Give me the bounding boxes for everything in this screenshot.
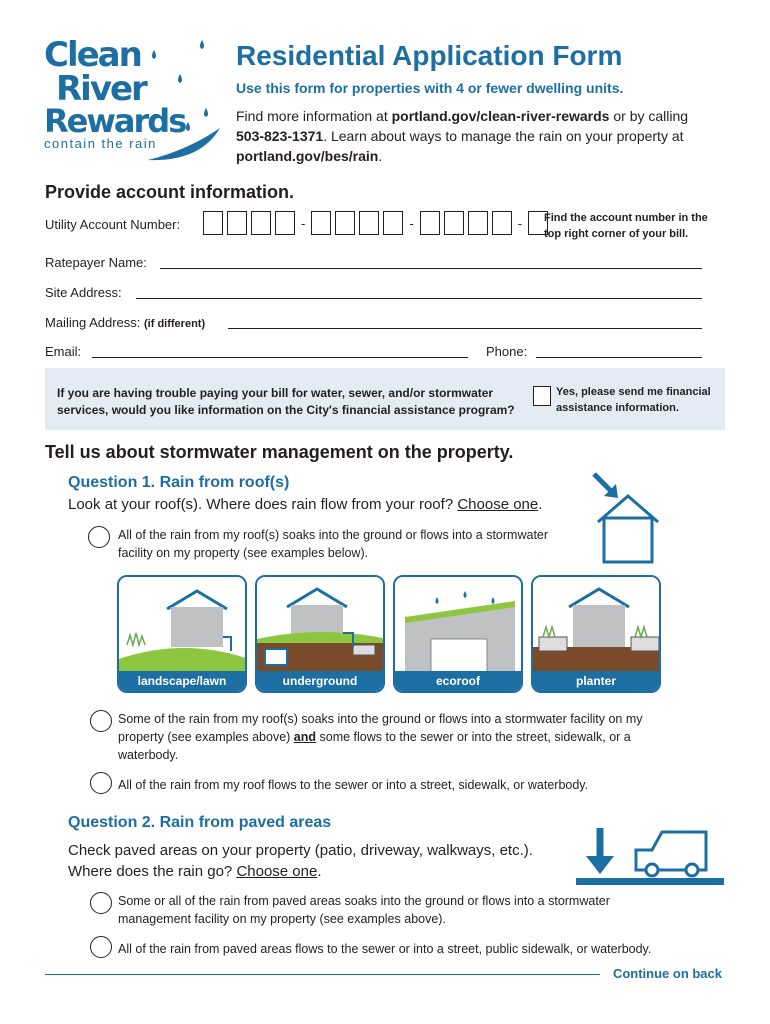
tile-label-ecoroof: ecoroof [395,671,521,691]
account-digit-box[interactable] [251,211,271,235]
q1-option-2-part: some flows to the sewer or into the street, sidewalk, or a waterbody. [118,730,631,762]
continue-on-back: Continue on back [612,966,722,981]
q1-option-1-radio[interactable] [88,526,110,548]
ratepayer-label: Ratepayer Name: [45,255,147,270]
phone-label: Phone: [486,344,528,359]
account-dash: - [409,215,414,231]
q1-text: Look at your roof(s). Where does rain flow from your roof? [68,496,458,513]
example-tile-underground [255,575,385,693]
q1-text-end: . [538,496,543,513]
account-digit-group [420,211,512,235]
utility-account-number-field [203,211,548,235]
q2-option-2-radio[interactable] [90,936,112,958]
account-digit-box[interactable] [359,211,379,235]
q1-option-2-and: and [293,730,317,744]
info-text: or by calling [609,108,689,124]
account-digit-box[interactable] [468,211,488,235]
q1-option-2-radio[interactable] [90,710,112,732]
mailing-label-text: Mailing Address: [45,315,141,330]
q2-text-end: . [317,863,322,880]
clean-river-rewards-link[interactable]: portland.gov/clean-river-rewards [391,108,610,124]
assistance-checkbox-label: Yes, please send me financial assistance information. [556,386,711,414]
info-paragraph [236,106,716,166]
bes-rain-link[interactable]: portland.gov/bes/rain [236,148,379,164]
account-digit-box[interactable] [420,211,440,235]
q2-option-1-text: Some or all of the rain from paved areas soaks into the ground or flows into a stormwater management facility on my property (see examples above). [118,894,610,926]
account-digit-box[interactable] [203,211,223,235]
page-title: Residential Application Form [236,40,623,71]
q1-choose-one: Choose one [457,496,539,513]
mailing-address-field[interactable] [228,328,702,329]
assistance-question: If you are having trouble paying your bill for water, sewer, and/or stormwater services, would you like information on the City's financial assistance program? [57,386,515,417]
email-field[interactable] [92,357,468,358]
q1-option-2-part: Some of the rain from my roof(s) soaks into the ground or flows into a stormwater facility on my property (see examples above) [118,712,643,744]
planter-illustration [533,577,661,675]
account-digit-box[interactable] [492,211,512,235]
question-2-heading: Question 2. Rain from paved areas [68,814,332,831]
account-digit-box[interactable] [227,211,247,235]
logo-tagline: contain the rain [44,136,157,151]
email-label: Email: [45,344,82,359]
info-text: . [378,148,383,164]
info-text: Find more information at [236,108,392,124]
question-1-text [68,496,542,513]
landscape-lawn-illustration [119,577,247,675]
footer-divider [45,974,600,975]
q2-choose-one: Choose one [236,863,318,880]
account-digit-box[interactable] [275,211,295,235]
site-address-label: Site Address: [45,285,122,300]
account-digit-box[interactable] [311,211,331,235]
underground-illustration [257,577,385,675]
mailing-address-label [45,315,205,330]
q2-text-line2: Where does the rain go? [68,863,237,880]
financial-assistance-panel [45,368,725,430]
ecoroof-illustration [395,577,523,675]
account-heading: Provide account information. [45,182,295,202]
q1-option-1-text: All of the rain from my roof(s) soaks into the ground or flows into a stormwater facility on my property (see examples below). [118,528,549,560]
logo-line-clean: Clean [44,35,141,75]
q1-option-2-text [118,710,658,764]
phone-number: 503-823-1371 [236,128,324,144]
tile-label-planter: planter [533,671,659,691]
utility-account-label: Utility Account Number: [45,217,181,232]
mailing-note: (if different) [144,318,206,330]
logo-line-rewards: Rewards [44,102,186,140]
ratepayer-name-field[interactable] [160,268,702,269]
example-tile-planter [531,575,661,693]
info-text: . Learn about ways to manage the rain on your property at [323,128,684,144]
site-address-field[interactable] [136,298,702,299]
q2-option-2-text: All of the rain from paved areas flows to the sewer or into a street, public sidewalk, or waterbody. [118,942,652,956]
raindrops-icon [144,38,224,163]
q2-text-line1: Check paved areas on your property (patio, driveway, walkways, etc.). [68,842,533,859]
question-2-text [68,840,588,882]
logo [44,35,219,168]
page-subtitle: Use this form for properties with 4 or fewer dwelling units. [236,80,624,96]
tile-label-underground: underground [257,671,383,691]
example-tile-landscape [117,575,247,693]
logo-line-river: River [56,69,146,109]
account-digit-box[interactable] [335,211,355,235]
tile-label-landscape: landscape/lawn [119,671,245,691]
paved-area-car-icon [576,824,724,894]
account-dash: - [517,215,523,231]
question-1-heading: Question 1. Rain from roof(s) [68,474,290,491]
account-digit-group [311,211,403,235]
account-digit-box[interactable] [383,211,403,235]
house-roof-rain-icon [588,470,664,566]
stormwater-heading: Tell us about stormwater management on the property. [45,442,514,462]
assistance-checkbox[interactable] [533,386,551,406]
account-dash: - [301,215,306,231]
account-number-hint: Find the account number in the top right corner of your bill. [544,212,708,240]
account-digit-box[interactable] [444,211,464,235]
q2-option-1-radio[interactable] [90,892,112,914]
phone-field[interactable] [536,357,702,358]
q1-option-3-radio[interactable] [90,772,112,794]
example-tile-ecoroof [393,575,523,693]
q1-option-3-text: All of the rain from my roof flows to the sewer or into a street, sidewalk, or waterbody. [118,778,589,792]
account-digit-group [203,211,295,235]
